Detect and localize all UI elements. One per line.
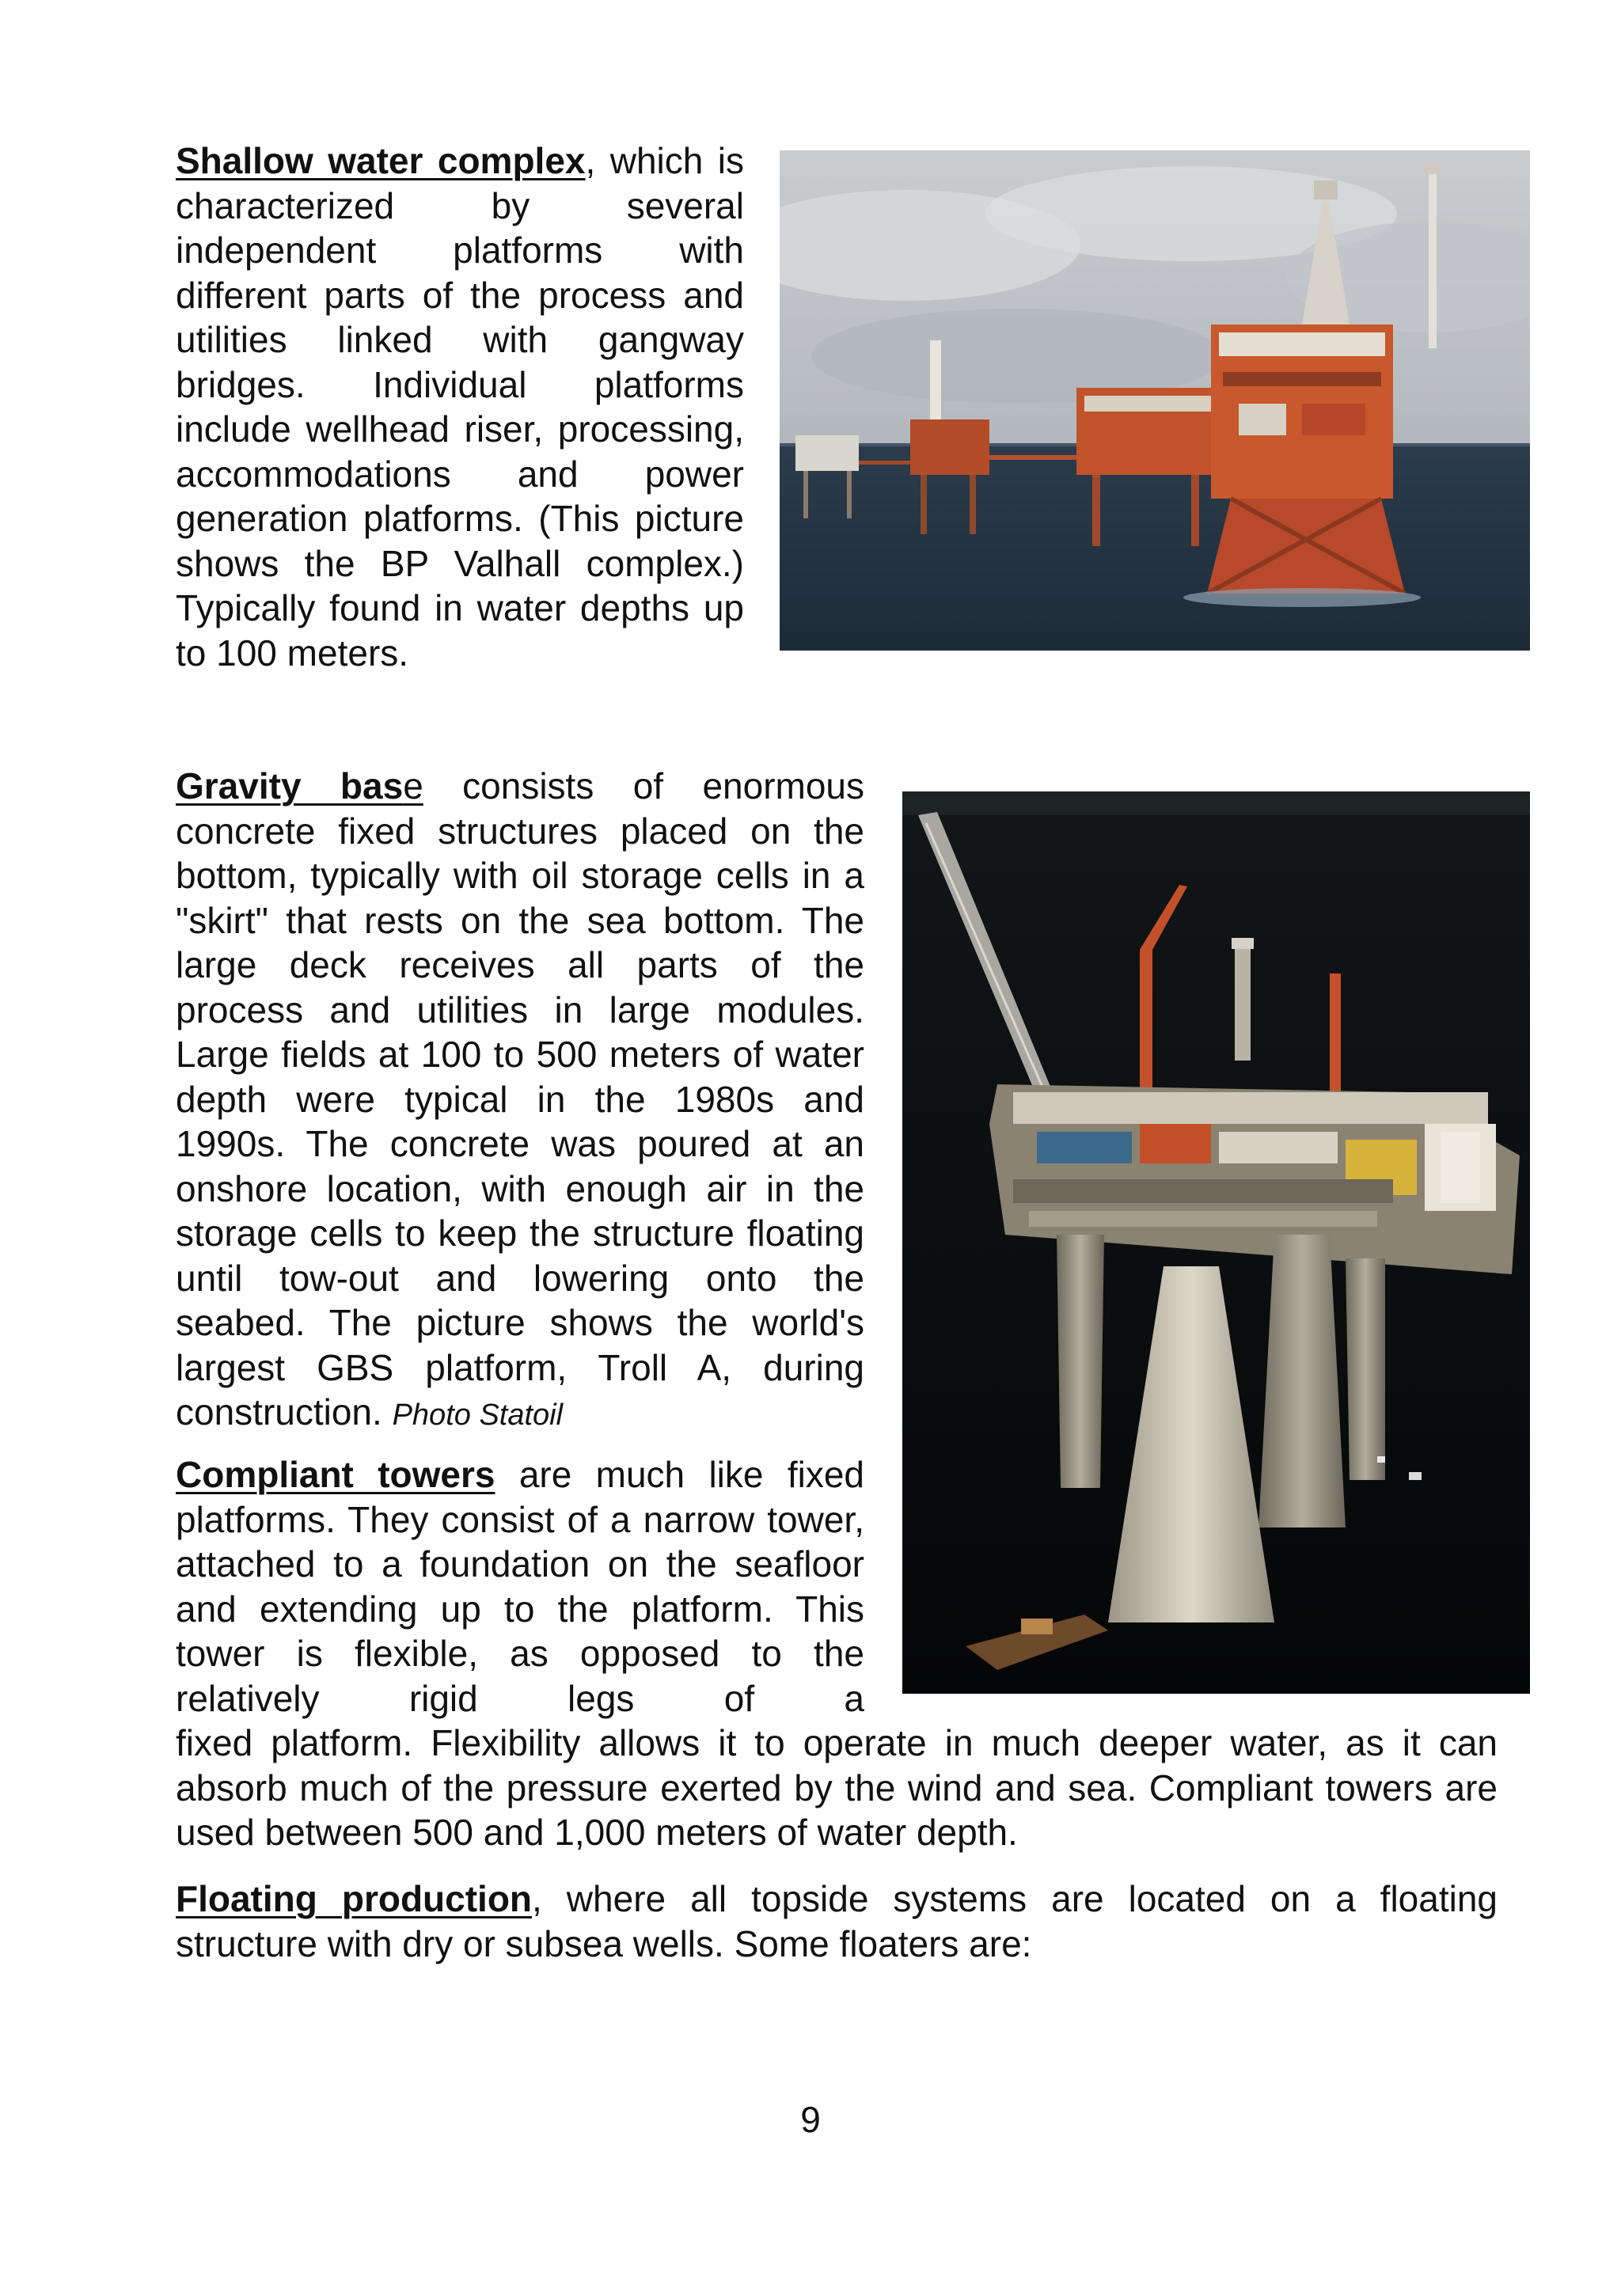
shallow-water-paragraph — [176, 139, 744, 675]
valhall-complex-image — [780, 150, 1530, 651]
compliant-towers-term: Compliant towers — [176, 1454, 495, 1495]
shallow-water-term: Shallow water complex — [176, 140, 586, 181]
gravity-base-paragraph — [176, 764, 864, 1438]
floating-production-text: , where all topside systems are located on a floating structure with dry or subsea wells. Some floaters are: — [176, 1878, 1498, 1964]
compliant-towers-paragraph — [176, 1452, 864, 1721]
gravity-base-term-tail: e — [403, 765, 423, 806]
compliant-towers-text-wide: fixed platform. Flexibility allows it to operate in much deeper water, as it can absorb much of the pressure exerted by the wind and sea. Compliant towers are used between 500 and 1,000 meters of water depth. — [176, 1722, 1498, 1853]
floating-production-paragraph — [176, 1877, 1498, 1966]
gravity-base-term: Gravity bas — [176, 765, 404, 806]
compliant-towers-text-narrow: are much like fixed platforms. They consist of a narrow tower, attached to a foundation on the seafloor and extending up to the platform. This tower is flexible, as opposed to the relatively rigid legs of a — [176, 1454, 864, 1719]
page-number: 9 — [800, 2099, 821, 2140]
troll-a-photo — [902, 791, 1530, 1694]
valhall-complex-photo — [780, 150, 1530, 651]
troll-a-image — [902, 791, 1530, 1694]
gravity-base-text: consists of enormous concrete fixed structures placed on the bottom, typically with oil storage cells in a "skirt" that rests on the sea bottom. The large deck receives all parts of the process and utilities in large modules. Large fields at 100 to 500 meters of water depth were typical in the 1980s and 1990s. The concrete was poured at an onshore location, with enough air in the storage cells to keep the structure floating until tow-out and lowering onto the seabed. The picture shows the world's largest GBS platform, Troll A, during construction. — [176, 765, 865, 1433]
photo-credit: Photo Statoil — [392, 1398, 564, 1432]
shallow-water-text: , which is characterized by several independent platforms with different parts of the process and utilities linked with gangway bridges. Individual platforms include wellhead riser, processing, accommodations and power generation platforms. (This picture shows the BP Valhall complex.) Typically found in water depths up to 100 meters. — [176, 140, 744, 674]
compliant-towers-continuation — [176, 1721, 1498, 1855]
floating-production-term: Floating production — [176, 1878, 533, 1919]
